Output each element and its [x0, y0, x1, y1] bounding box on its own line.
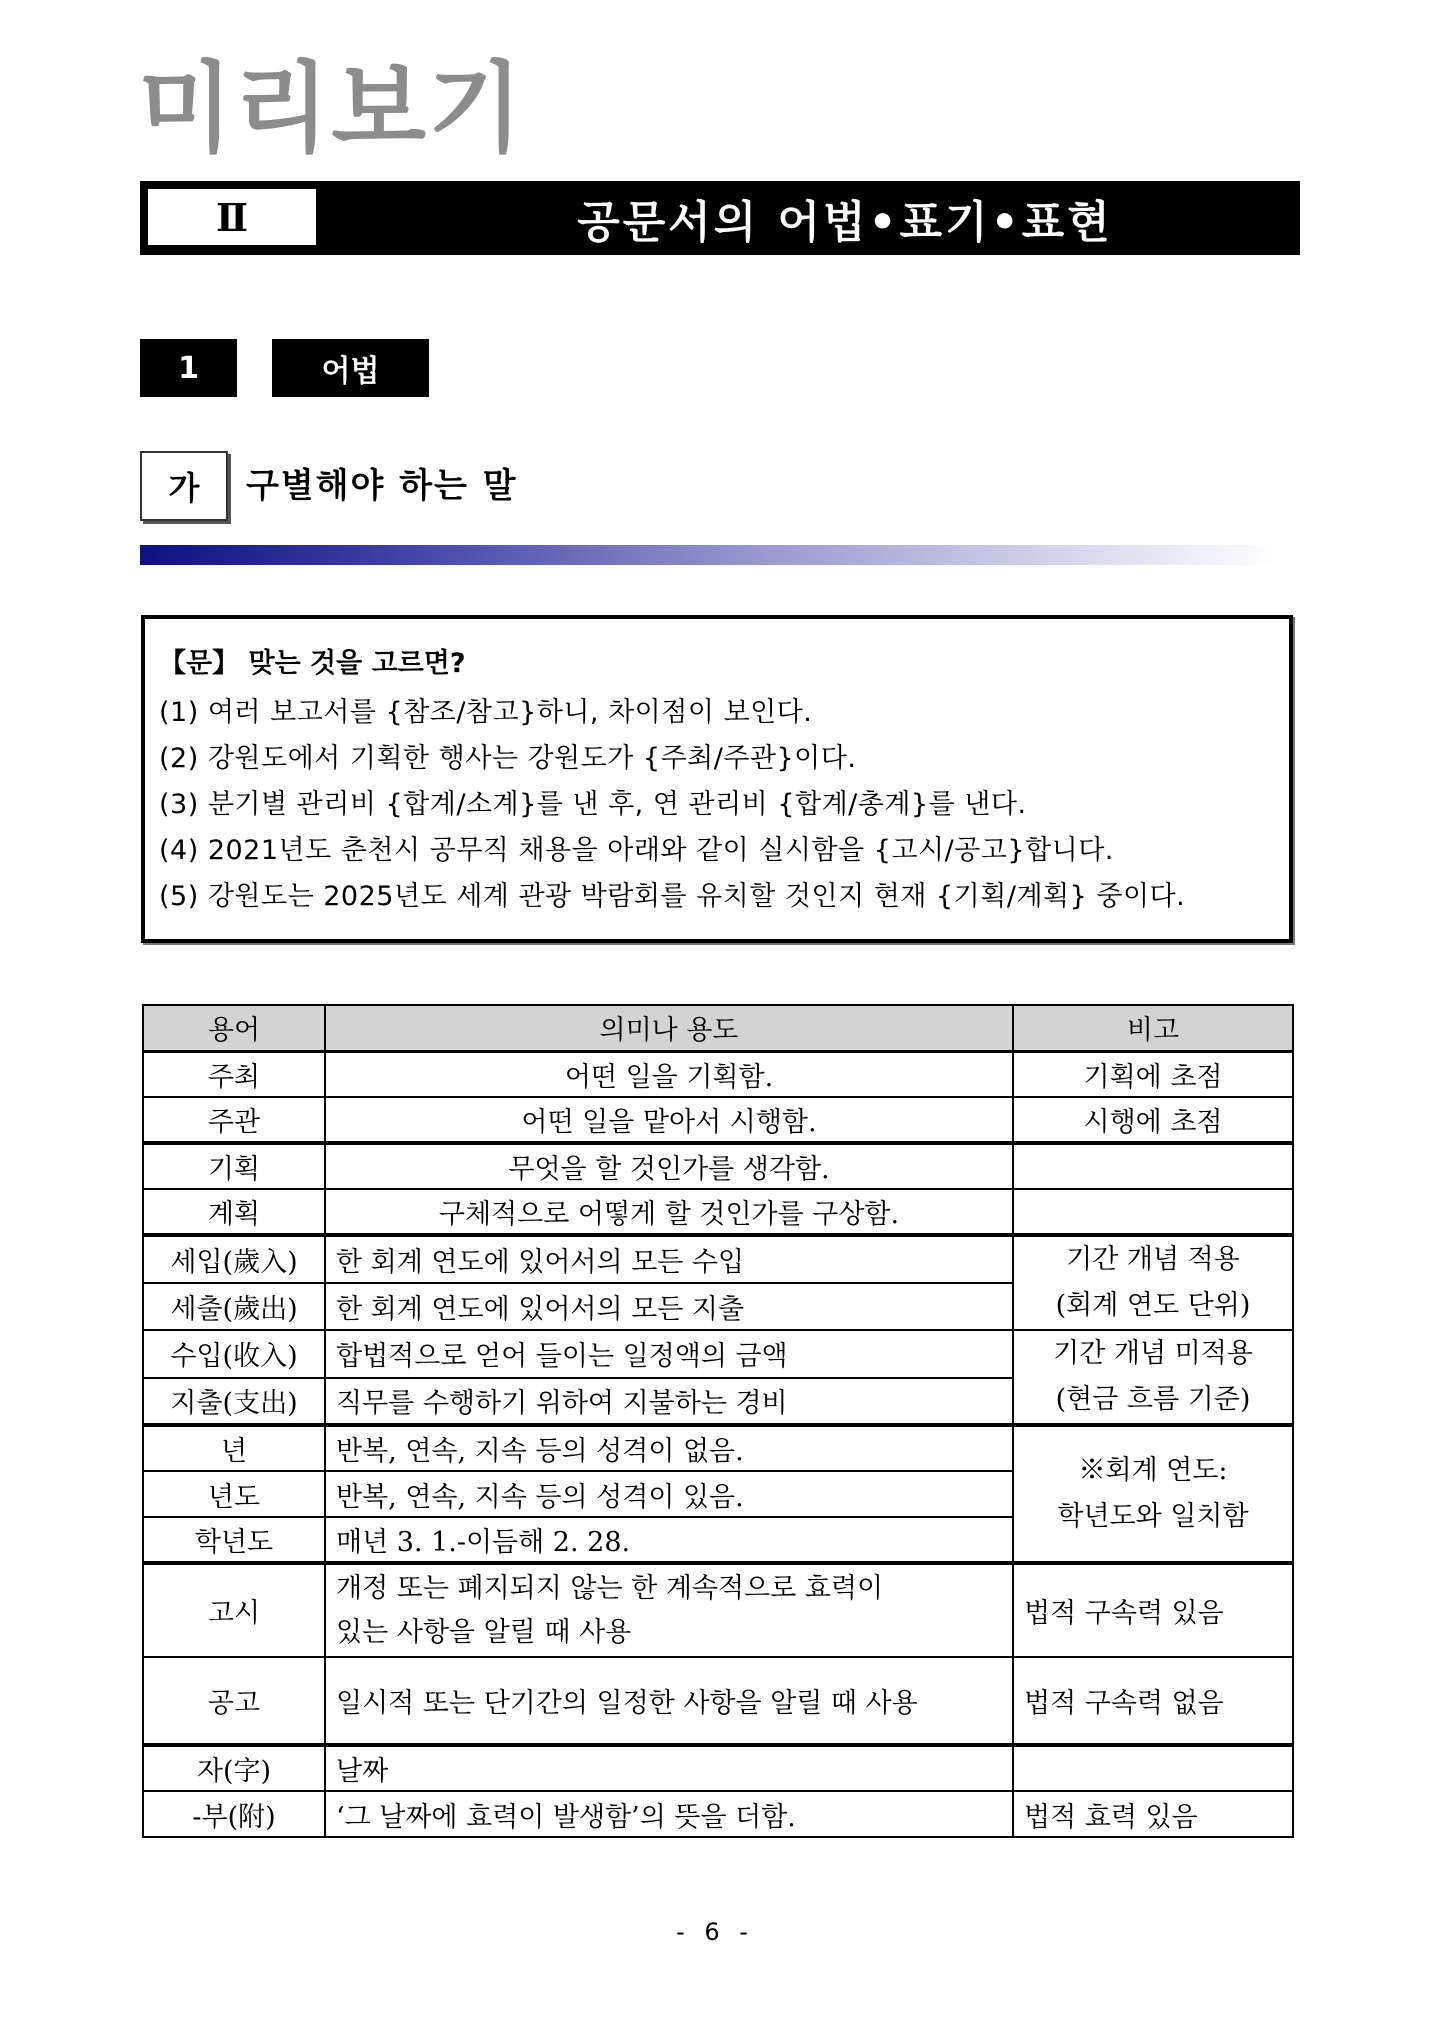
term-cell: 기획 — [143, 1143, 325, 1189]
meaning-cell: ‘그 날짜에 효력이 발생함’의 뜻을 더함. — [325, 1791, 1013, 1837]
section-title: 어법 — [272, 339, 429, 397]
term-cell: 세입(歲入) — [143, 1235, 325, 1283]
table-row — [143, 1235, 1293, 1283]
note-cell — [1013, 1143, 1293, 1189]
meaning-cell: 직무를 수행하기 위하여 지불하는 경비 — [325, 1378, 1013, 1426]
watermark: 미리보기 — [138, 52, 525, 166]
note-cell — [1013, 1235, 1293, 1330]
subsection-title: 구별해야 하는 말 — [246, 466, 518, 506]
meaning-cell: 매년 3. 1.-이듬해 2. 28. — [325, 1517, 1013, 1563]
note-line: 기간 개념 미적용 — [1053, 1338, 1253, 1369]
term-cell: 수입(收入) — [143, 1330, 325, 1378]
note-line: (현금 흐름 기준) — [1055, 1384, 1251, 1415]
term-cell: 계획 — [143, 1189, 325, 1235]
term-cell: 주관 — [143, 1097, 325, 1143]
header-note: 비고 — [1013, 1005, 1293, 1051]
term-cell: 지출(支出) — [143, 1378, 325, 1426]
meaning-cell: 무엇을 할 것인가를 생각함. — [325, 1143, 1013, 1189]
chapter-header — [140, 181, 1300, 255]
note-line: (회계 연도 단위) — [1055, 1290, 1251, 1321]
chapter-number: Ⅱ — [148, 189, 316, 245]
meaning-cell — [325, 1563, 1013, 1657]
question-heading: 【문】 맞는 것을 고르면? — [159, 648, 466, 679]
question-item: (5) 강원도는 2025년도 세계 관광 박람회를 유치할 것인지 현재 {기획/계획} 중이다. — [159, 881, 1186, 912]
table-row — [143, 1745, 1293, 1791]
note-cell — [1013, 1745, 1293, 1791]
term-cell: 년도 — [143, 1471, 325, 1517]
meaning-cell: 한 회계 연도에 있어서의 모든 지출 — [325, 1283, 1013, 1331]
meaning-cell: 반복, 연속, 지속 등의 성격이 없음. — [325, 1425, 1013, 1471]
subsection-marker: 가 — [140, 451, 228, 521]
meaning-line: 개정 또는 폐지되지 않는 한 계속적으로 효력이 — [336, 1572, 884, 1604]
question-item: (4) 2021년도 춘천시 공무직 채용을 아래와 같이 실시함을 {고시/공고}합니다. — [159, 835, 1114, 866]
term-cell: 학년도 — [143, 1517, 325, 1563]
question-item: (1) 여러 보고서를 {참조/참고}하니, 차이점이 보인다. — [159, 697, 813, 728]
header-meaning: 의미나 용도 — [325, 1005, 1013, 1051]
note-cell — [1013, 1330, 1293, 1425]
note-cell: 기획에 초점 — [1013, 1051, 1293, 1097]
header-term: 용어 — [143, 1005, 325, 1051]
term-cell: 고시 — [143, 1563, 325, 1657]
table-row — [143, 1330, 1293, 1378]
chapter-title: 공문서의 어법•표기•표현 — [577, 197, 1113, 248]
question-box — [141, 615, 1293, 943]
note-cell — [1013, 1425, 1293, 1563]
note-line: ※회계 연도: — [1078, 1455, 1228, 1486]
term-cell: -부(附) — [143, 1791, 325, 1837]
note-cell: 법적 구속력 있음 — [1013, 1563, 1293, 1657]
table-row — [143, 1189, 1293, 1235]
note-cell: 법적 구속력 없음 — [1013, 1657, 1293, 1745]
table-row — [143, 1657, 1293, 1745]
note-line: 학년도와 일치함 — [1057, 1501, 1249, 1532]
meaning-cell: 합법적으로 얻어 들이는 일정액의 금액 — [325, 1330, 1013, 1378]
table-row — [143, 1051, 1293, 1097]
table-header-row — [143, 1005, 1293, 1051]
meaning-cell: 구체적으로 어떻게 할 것인가를 구상함. — [325, 1189, 1013, 1235]
note-cell: 시행에 초점 — [1013, 1097, 1293, 1143]
table-row — [143, 1791, 1293, 1837]
term-cell: 자(字) — [143, 1745, 325, 1791]
term-cell: 세출(歲出) — [143, 1283, 325, 1331]
section-number: 1 — [140, 339, 237, 397]
table-row — [143, 1143, 1293, 1189]
table-row — [143, 1425, 1293, 1471]
meaning-cell: 일시적 또는 단기간의 일정한 사항을 알릴 때 사용 — [325, 1657, 1013, 1745]
table-row — [143, 1097, 1293, 1143]
meaning-cell: 반복, 연속, 지속 등의 성격이 있음. — [325, 1471, 1013, 1517]
meaning-cell: 어떤 일을 기획함. — [325, 1051, 1013, 1097]
note-cell: 법적 효력 있음 — [1013, 1791, 1293, 1837]
question-item: (2) 강원도에서 기획한 행사는 강원도가 {주최/주관}이다. — [159, 743, 857, 774]
meaning-cell: 날짜 — [325, 1745, 1013, 1791]
term-cell: 주최 — [143, 1051, 325, 1097]
table-row — [143, 1563, 1293, 1657]
term-cell: 년 — [143, 1425, 325, 1471]
meaning-line: 있는 사항을 알릴 때 사용 — [336, 1616, 632, 1648]
terms-table — [142, 1004, 1294, 1838]
gradient-divider — [140, 545, 1280, 565]
meaning-cell: 어떤 일을 맡아서 시행함. — [325, 1097, 1013, 1143]
term-cell: 공고 — [143, 1657, 325, 1745]
note-line: 기간 개념 적용 — [1066, 1244, 1240, 1275]
page-number: - 6 - — [676, 1918, 754, 1946]
meaning-cell: 한 회계 연도에 있어서의 모든 수입 — [325, 1235, 1013, 1283]
question-item: (3) 분기별 관리비 {합계/소계}를 낸 후, 연 관리비 {합계/총계}를 낸다. — [159, 789, 1027, 820]
note-cell — [1013, 1189, 1293, 1235]
